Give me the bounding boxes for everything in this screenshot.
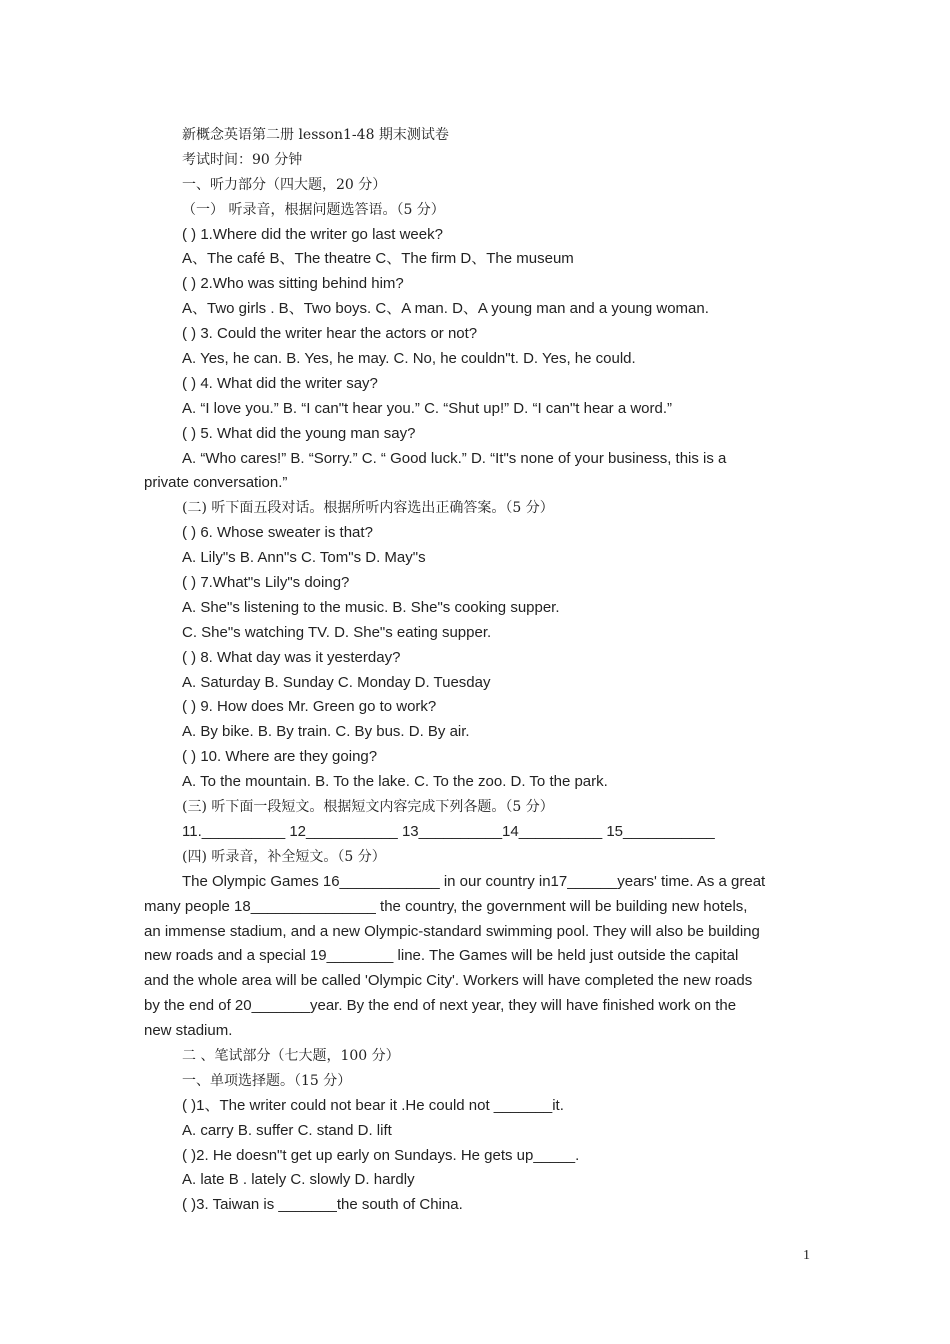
document-body — [144, 123, 810, 1218]
passage-line-4: new roads and a special 19________ line. The Games will be held just outside the capital — [144, 947, 739, 965]
exam-duration: 考试时间：90 分钟 — [182, 151, 303, 168]
exam-title: 新概念英语第二册 lesson1-48 期末测试卷 — [182, 127, 449, 143]
subsection-heading-single-choice: 一、单项选择题。（15 分） — [182, 1072, 352, 1089]
blanks-11-15: 11.__________ 12___________ 13__________14__________ 15___________ — [182, 822, 715, 840]
written-question-2: ( )2. He doesn"t get up early on Sundays. He gets up_____. — [182, 1146, 580, 1164]
question-6: ( ) 6. Whose sweater is that? — [182, 524, 373, 542]
options-8: A. Saturday B. Sunday C. Monday D. Tuesday — [182, 673, 491, 691]
options-10: A. To the mountain. B. To the lake. C. To the zoo. D. To the park. — [182, 773, 608, 791]
options-7: A. She"s listening to the music. B. She"s cooking supper. — [182, 598, 560, 616]
options-9: A. By bike. B. By train. C. By bus. D. By air. — [182, 723, 470, 741]
passage-line-2: many people 18_______________ the country, the government will be building new hotels, — [144, 897, 748, 915]
question-2: ( ) 2.Who was sitting behind him? — [182, 275, 404, 293]
passage-line-6: by the end of 20_______year. By the end of next year, they will have finished work on the — [144, 997, 737, 1015]
question-9: ( ) 9. How does Mr. Green go to work? — [182, 698, 437, 716]
options-4: A. “I love you.” B. “I can"t hear you.” C. “Shut up!” D. “I can"t hear a word.” — [182, 399, 673, 417]
question-1: ( ) 1.Where did the writer go last week? — [182, 225, 443, 243]
passage-line-5: and the whole area will be called 'Olympic City'. Workers will have completed the new roads — [144, 972, 753, 990]
section-heading-written: 二 、笔试部分（七大题，100 分） — [182, 1047, 400, 1064]
written-question-1: ( )1、The writer could not bear it .He could not _______it. — [182, 1096, 564, 1114]
options-3: A. Yes, he can. B. Yes, he may. C. No, he couldn"t. D. Yes, he could. — [182, 350, 636, 368]
options-2: A、Two girls . B、Two boys. C、A man. D、A young man and a young woman. — [182, 300, 709, 318]
question-5: ( ) 5. What did the young man say? — [182, 424, 416, 442]
subsection-heading-4: (四) 听录音，补全短文。（5 分） — [182, 848, 386, 865]
written-options-1: A. carry B. suffer C. stand D. lift — [182, 1121, 392, 1139]
options-7-continued: C. She"s watching TV. D. She"s eating supper. — [182, 623, 492, 641]
passage-line-1: The Olympic Games 16____________ in our country in17______years' time. As a great — [182, 872, 766, 890]
question-4: ( ) 4. What did the writer say? — [182, 374, 378, 392]
section-heading-listening: 一、听力部分（四大题，20 分） — [182, 176, 387, 193]
subsection-heading-3: (三) 听下面一段短文。根据短文内容完成下列各题。（5 分） — [182, 799, 554, 816]
passage-line-3: an immense stadium, and a new Olympic-standard swimming pool. They will also be building — [144, 922, 760, 940]
passage-line-7: new stadium. — [144, 1022, 233, 1040]
written-options-2: A. late B . lately C. slowly D. hardly — [182, 1171, 415, 1189]
question-7: ( ) 7.What"s Lily"s doing? — [182, 574, 350, 592]
page-number: 1 — [803, 1248, 810, 1263]
options-5-continued: private conversation.” — [144, 474, 288, 492]
question-8: ( ) 8. What day was it yesterday? — [182, 648, 401, 666]
options-5: A. “Who cares!” B. “Sorry.” C. “ Good luck.” D. “It"s none of your business, this is a — [182, 449, 727, 467]
options-6: A. Lily"s B. Ann"s C. Tom"s D. May"s — [182, 549, 426, 567]
subsection-heading-2: (二) 听下面五段对话。根据所听内容选出正确答案。（5 分） — [182, 500, 554, 517]
subsection-heading-1: （一） 听录音，根据问题选答语。（5 分） — [182, 201, 445, 218]
written-question-3: ( )3. Taiwan is _______the south of China. — [182, 1196, 463, 1214]
question-10: ( ) 10. Where are they going? — [182, 748, 378, 766]
options-1: A、The café B、The theatre C、The firm D、The museum — [182, 250, 574, 268]
question-3: ( ) 3. Could the writer hear the actors or not? — [182, 325, 478, 343]
